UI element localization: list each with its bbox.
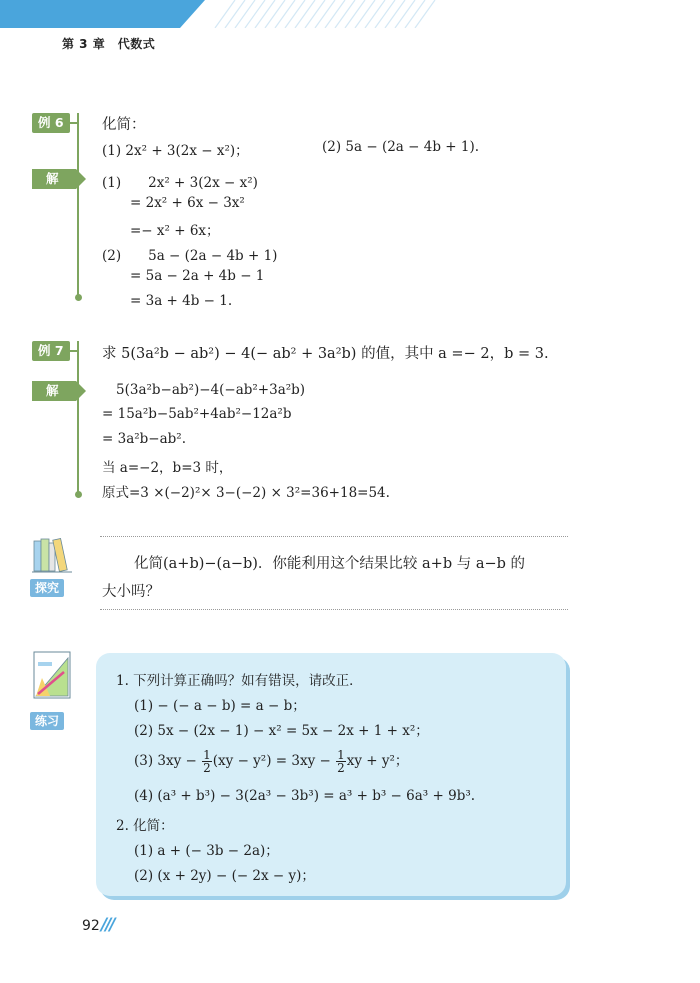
exercise-tag: 练习: [30, 712, 64, 730]
example-7-solution-tag: 解: [32, 381, 76, 401]
example-7-tag: 例 7: [32, 341, 70, 361]
example-7-rule: [77, 341, 79, 494]
fraction-numerator: 1: [203, 748, 211, 762]
example-7-problem: 求 5(3a²b − ab²) − 4(− ab² + 3a²b) 的值，其中 a =− 2，b = 3.: [102, 346, 549, 362]
example-6-solution-line: =− x² + 6x；: [130, 223, 220, 239]
example-6-rule: [77, 113, 79, 298]
fraction-denominator: 2: [337, 761, 345, 775]
example-6-rule-end: [75, 294, 82, 301]
exercise-q1-item-3-mid: (xy − y²) = 3xy −: [212, 753, 336, 769]
example-6-title: 化简：: [102, 117, 146, 133]
exercise-q1-item-3-prefix: (3) 3xy −: [134, 753, 202, 769]
page-number-decoration: ///: [101, 915, 114, 935]
example-6-part-2: (2) 5a − (2a − 4b + 1).: [322, 139, 480, 155]
example-7-solution-line: = 15a²b−5ab²+4ab²−12a²b: [102, 406, 292, 422]
exercise-q1-item: (2) 5x − (2x − 1) − x² = 5x − 2x + 1 + x²；: [134, 723, 429, 739]
exercise-q1-item: (4) (a³ + b³) − 3(2a³ − 3b³) = a³ + b³ − 6a³ + 9b³.: [134, 788, 476, 804]
explore-text-line-1: 化简(a+b)−(a−b)．你能利用这个结果比较 a+b 与 a−b 的: [134, 556, 526, 572]
exercise-q1-title: 1. 下列计算正确吗？如有错误，请改正．: [116, 673, 363, 689]
fraction-numerator: 1: [337, 748, 345, 762]
example-6-solution-line: = 3a + 4b − 1.: [130, 293, 233, 309]
ruler-triangle-icon: [30, 648, 74, 704]
example-7-solution-line: 当 a=−2，b=3 时，: [102, 460, 233, 476]
page-number: 92: [82, 918, 100, 934]
example-6-solution-line: = 5a − 2a + 4b − 1: [130, 268, 265, 284]
example-6-solution-line: (2) 5a − (2a − 4b + 1): [102, 248, 278, 264]
explore-tag: 探究: [30, 579, 64, 597]
example-7-solution-line: 原式=3 ×(−2)²× 3−(−2) × 3²=36+18=54.: [102, 485, 390, 501]
exercise-box: [96, 653, 566, 896]
example-6-part-1: (1) 2x² + 3(2x − x²)；: [102, 143, 249, 159]
exercise-q1-item-3-suffix: xy + y²；: [346, 753, 409, 769]
example-7-solution-line: = 3a²b−ab².: [102, 431, 186, 447]
explore-text-line-2: 大小吗？: [102, 584, 160, 600]
exercise-q2-title: 2. 化简：: [116, 818, 174, 834]
example-6-solution-tag: 解: [32, 169, 76, 189]
header-decoration: [0, 0, 700, 28]
chapter-title: 第 3 章 代数式: [62, 37, 156, 51]
exercise-q1-item: (1) − (− a − b) = a − b；: [134, 698, 306, 714]
example-7-rule-end: [75, 491, 82, 498]
exercise-q2-item: (1) a + (− 3b − 2a)；: [134, 843, 279, 859]
books-icon: [30, 535, 74, 577]
exercise-q2-item: (2) (x + 2y) − (− 2x − y)；: [134, 868, 315, 884]
example-7-solution-line: 5(3a²b−ab²)−4(−ab²+3a²b): [116, 382, 306, 398]
fraction-one-half: [202, 749, 212, 774]
explore-top-divider: [100, 536, 568, 537]
example-6-solution-line: (1) 2x² + 3(2x − x²): [102, 175, 258, 191]
explore-bottom-divider: [100, 609, 568, 610]
header-band: [0, 0, 700, 28]
example-6-solution-line: = 2x² + 6x − 3x²: [130, 195, 245, 211]
example-6-tag: 例 6: [32, 113, 70, 133]
fraction-denominator: 2: [203, 761, 211, 775]
exercise-q1-item-3: [134, 749, 408, 774]
fraction-one-half: [336, 749, 346, 774]
